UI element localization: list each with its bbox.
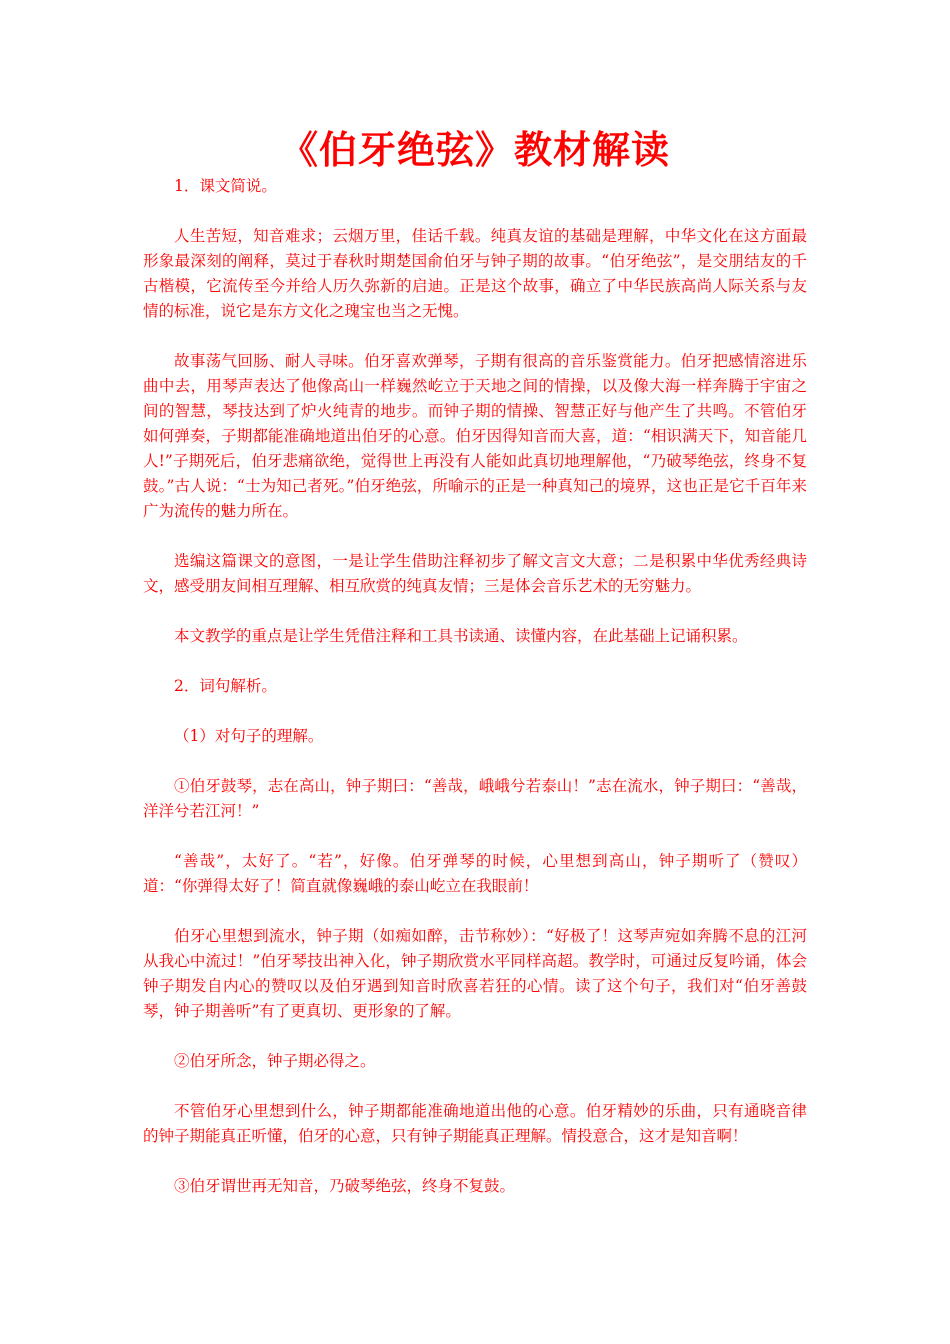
- sentence-2-explain: 不管伯牙心里想到什么，钟子期都能准确地道出他的心意。伯牙精妙的乐曲，只有通晓音律的钟子期能真正听懂，伯牙的心意，只有钟子期能真正理解。情投意合，这才是知音啊！: [143, 1102, 807, 1145]
- paragraph-intent: 选编这篇课文的意图，一是让学生借助注释初步了解文言文大意；二是积累中华优秀经典诗文，感受朋友间相互理解、相互欣赏的纯真友情；三是体会音乐艺术的无穷魅力。: [143, 552, 807, 595]
- document-title: 《伯牙绝弦》教材解读: [279, 128, 670, 172]
- section-heading-2: 2．词句解析。: [174, 677, 277, 695]
- subsection-heading-1: （1）对句子的理解。: [174, 727, 324, 745]
- paragraph-story: 故事荡气回肠、耐人寻味。伯牙喜欢弹琴，子期有很高的音乐鉴赏能力。伯牙把感情溶进乐曲中去，用琴声表达了他像高山一样巍然屹立于天地之间的情操，以及像大海一样奔腾于宇宙之间的智慧，琴技达到了炉火纯青的地步。而钟子期的情操、智慧正好与他产生了共鸣。不管伯牙如何弹奏，子期都能准确地道出伯牙的心意。伯牙因得知音而大喜，道：“相识满天下，知音能几人!”子期死后，伯牙悲痛欲绝，觉得世上再没有人能如此真切地理解他，“乃破琴绝弦，终身不复鼓。”古人说：“士为知己者死。”伯牙绝弦，所喻示的正是一种真知己的境界，这也正是它千百年来广为流传的魅力所在。: [143, 352, 807, 520]
- sentence-3-quote: ③伯牙谓世再无知音，乃破琴绝弦，终身不复鼓。: [174, 1177, 516, 1195]
- sentence-1-explain-b: 伯牙心里想到流水，钟子期（如痴如醉，击节称妙）：“好极了！这琴声宛如奔腾不息的江河从我心中流过！”伯牙琴技出神入化，钟子期欣赏水平同样高超。教学时，可通过反复吟诵，体会钟子期发自内心的赞叹以及伯牙遇到知音时欣喜若狂的心情。读了这个句子，我们对“伯牙善鼓琴，钟子期善听”有了更真切、更形象的了解。: [143, 927, 807, 1020]
- paragraph-focus: 本文教学的重点是让学生凭借注释和工具书读通、读懂内容，在此基础上记诵积累。: [174, 627, 748, 645]
- sentence-1-explain-a: “善哉”，太好了。“若”，好像。伯牙弹琴的时候，心里想到高山，钟子期听了（赞叹）道：“你弹得太好了！简直就像巍峨的泰山屹立在我眼前！: [143, 852, 807, 895]
- document-body: [143, 174, 807, 1224]
- paragraph-intro: 人生苦短，知音难求；云烟万里，佳话千载。纯真友谊的基础是理解，中华文化在这方面最形象最深刻的阐释，莫过于春秋时期楚国俞伯牙与钟子期的故事。“伯牙绝弦”，是交朋结友的千古楷模，它流传至今并给人历久弥新的启迪。正是这个故事，确立了中华民族高尚人际关系与友情的标准，说它是东方文化之瑰宝也当之无愧。: [143, 227, 807, 320]
- section-heading-1: 1．课文简说。: [174, 177, 277, 195]
- sentence-1-quote: ①伯牙鼓琴，志在高山，钟子期曰：“善哉，峨峨兮若泰山！”志在流水，钟子期曰：“善哉，洋洋兮若江河！”: [143, 777, 807, 820]
- sentence-2-quote: ②伯牙所念，钟子期必得之。: [174, 1052, 376, 1070]
